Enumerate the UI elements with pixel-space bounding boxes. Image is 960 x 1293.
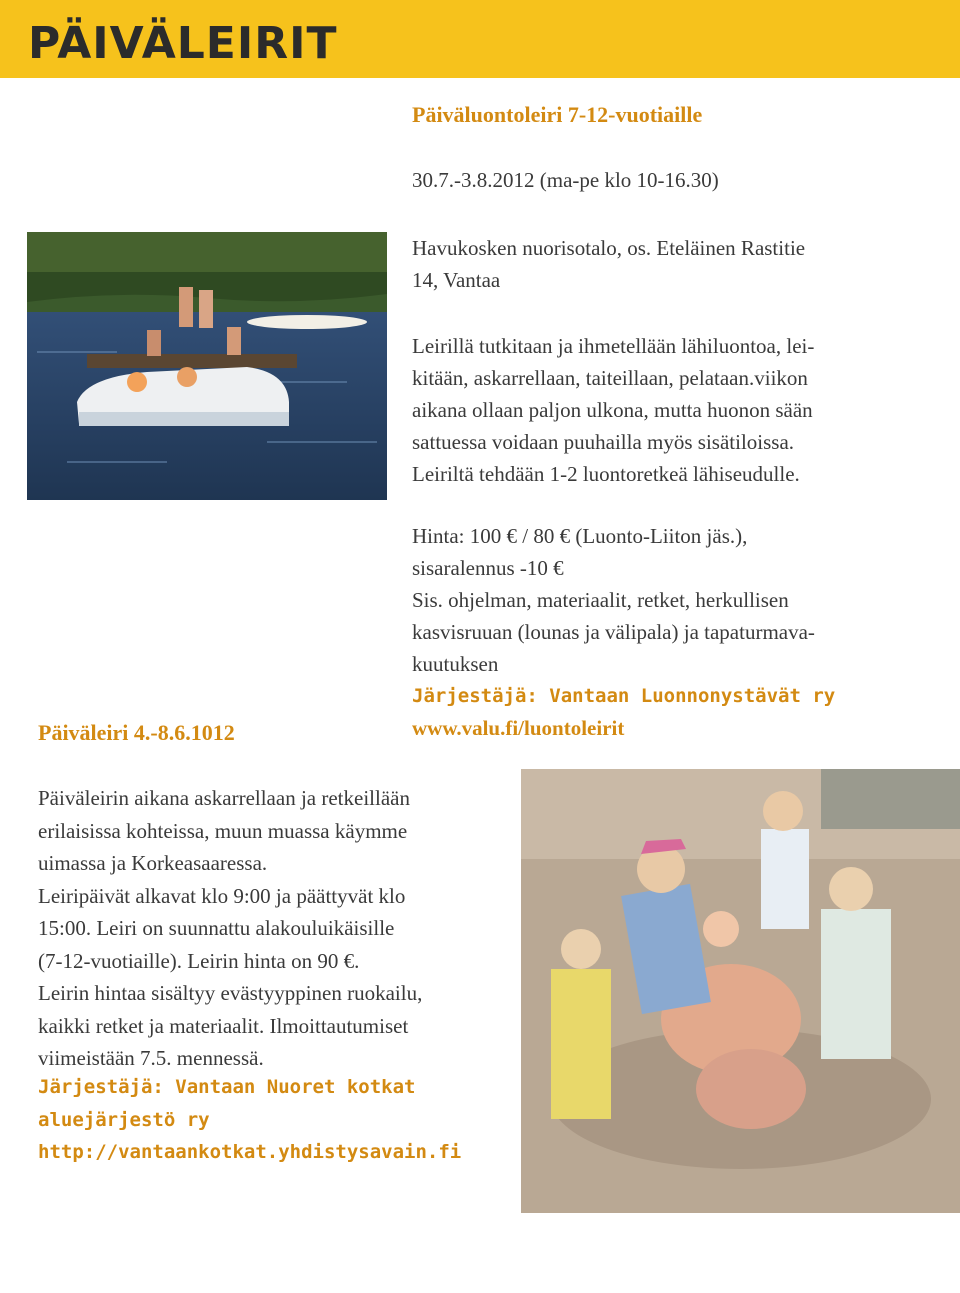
camp2-website-link[interactable]: http://vantaankotkat.yhdistysavain.fi — [38, 1141, 462, 1163]
lake-boat-photo — [27, 232, 387, 500]
camp2-body-line: Leiripäivät alkavat klo 9:00 ja päättyvät klo — [38, 883, 406, 908]
camp1-place — [412, 232, 912, 296]
camp2-title: Päiväleiri 4.-8.6.1012 — [38, 720, 235, 745]
camp1-price-line: Hinta: 100 € / 80 € (Luonto-Liiton jäs.), — [412, 524, 748, 548]
camp2-organizer-line: Järjestäjä: Vantaan Nuoret kotkat — [38, 1076, 416, 1098]
camp1-price-line: kasvisruuan (lounas ja välipala) ja tapaturmava- — [412, 620, 815, 644]
paivaleirit-logo — [26, 6, 346, 68]
camp1-price-line: kuutuksen — [412, 652, 499, 676]
camp1-desc-line: Leirillä tutkitaan ja ihmetellään lähiluontoa, lei- — [412, 334, 815, 358]
camp1-place-line: Havukosken nuorisotalo, os. Eteläinen Rastitie — [412, 236, 806, 260]
camp2-body-line: uimassa ja Korkeasaaressa. — [38, 851, 268, 875]
camp1-price-line: Sis. ohjelman, materiaalit, retket, herkullisen — [412, 588, 789, 612]
camp2-body-line: kaikki retket ja materiaalit. Ilmoittautumiset — [38, 1013, 409, 1038]
camp2-body-line: erilaisissa kohteissa, muun muassa käymme — [38, 818, 408, 843]
svg-text:PÄIVÄLEIRIT: PÄIVÄLEIRIT — [28, 18, 338, 68]
camp1-place-line: 14, Vantaa — [412, 268, 501, 292]
camp1-title: Päiväluontoleiri 7-12-vuotiaille — [412, 102, 703, 127]
camp2-organizer — [38, 1071, 538, 1169]
camp2-body-line: Leirin hintaa sisältyy evästyyppinen ruokailu, — [38, 981, 423, 1005]
header-banner — [0, 0, 960, 78]
camp2-description — [38, 782, 528, 1075]
camp1-price-line: sisaralennus -10 € — [412, 556, 564, 580]
camp2-body-line: Päiväleirin aikana askarrellaan ja retkeillään — [38, 786, 410, 810]
camp1-desc-line: aikana ollaan paljon ulkona, mutta huonon sään — [412, 398, 813, 422]
camp1-desc-line: Leiriltä tehdään 1-2 luontoretkeä lähiseudulle. — [412, 462, 800, 486]
camp1-description — [412, 330, 922, 490]
camp1-website-link[interactable]: www.valu.fi/luontoleirit — [412, 716, 625, 740]
camp1-price-info — [412, 520, 922, 744]
camp2-organizer-line: aluejärjestö ry — [38, 1108, 210, 1131]
camp2-body-line: 15:00. Leiri on suunnattu alakouluikäisille — [38, 916, 395, 940]
camp2-body-line: viimeistään 7.5. mennessä. — [38, 1046, 264, 1070]
camp2-body-line: (7-12-vuotiaille). Leirin hinta on 90 €. — [38, 948, 360, 973]
camp1-organizer: Järjestäjä: Vantaan Luonnonystävät ry — [412, 685, 836, 707]
children-sand-photo — [521, 769, 960, 1213]
camp1-desc-line: sattuessa voidaan puuhailla myös sisätiloissa. — [412, 430, 795, 454]
camp1-desc-line: kitään, askarrellaan, taiteillaan, pelataan.viikon — [412, 366, 808, 390]
camp1-dates: 30.7.-3.8.2012 (ma-pe klo 10-16.30) — [412, 168, 719, 192]
